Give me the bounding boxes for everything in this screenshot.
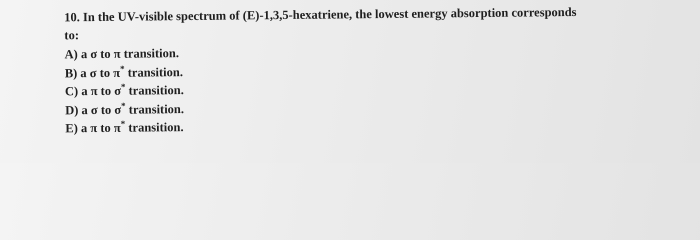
- choice-transition: a π to π: [80, 120, 121, 136]
- choice-letter: D): [65, 102, 79, 117]
- antibonding-star: *: [120, 118, 126, 129]
- question-stem-line-2: to:: [64, 28, 80, 43]
- choice-letter: B): [64, 65, 78, 80]
- antibonding-star: *: [119, 63, 125, 74]
- choice-transition: a σ to σ: [81, 102, 122, 117]
- choice-letter: A): [64, 47, 78, 62]
- choice-transition: a σ to π: [80, 46, 121, 62]
- choice-letter: E): [65, 121, 78, 136]
- choice-transition: a σ to π: [80, 65, 121, 80]
- antibonding-star: *: [120, 81, 126, 92]
- choice-suffix: transition.: [125, 120, 184, 135]
- question-stem-line-1: 10. In the UV-visible spectrum of (E)-1,3,5-hexatriene, the lowest energy absorption corresponds: [64, 4, 577, 25]
- choice-suffix: transition.: [125, 101, 185, 117]
- choice-suffix: transition.: [125, 83, 184, 98]
- choice-transition: a π to σ: [81, 83, 122, 99]
- choice-letter: C): [64, 84, 79, 99]
- choice-suffix: transition.: [124, 64, 183, 80]
- choice-suffix: transition.: [120, 46, 179, 61]
- question-block: [64, 2, 685, 138]
- antibonding-star: *: [121, 100, 126, 111]
